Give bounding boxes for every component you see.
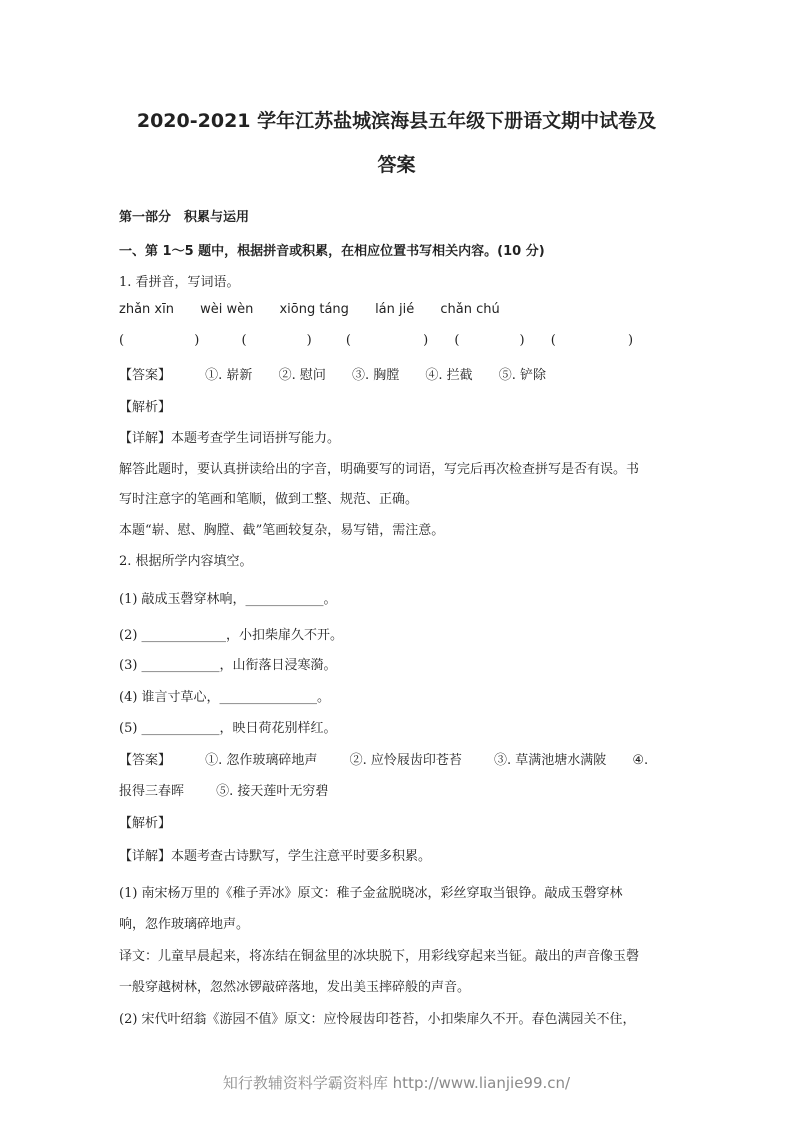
section-heading: 一、第 1～5 题中，根据拼音或积累，在相应位置书写相关内容。(10 分) bbox=[119, 244, 545, 259]
q2-para-3: (2) 宋代叶绍翁《游园不值》原文：应怜屐齿印苍苔，小扣柴扉久不开。春色满园关不住， bbox=[119, 1012, 636, 1027]
q1-answer-1: ①. 崭新 bbox=[205, 368, 253, 383]
q2-answer-4-num: ④. bbox=[632, 753, 649, 768]
q1-answer-3: ③. 胸膛 bbox=[351, 368, 400, 383]
blank-close-5: ) bbox=[627, 333, 634, 348]
blank-close-3: ) bbox=[423, 333, 429, 348]
q2-answer-2: ②. 应怜屐齿印苍苔 bbox=[349, 753, 462, 768]
q2-para-2b: 一般穿越树林，忽然冰锣敲碎落地，发出美玉摔碎般的声音。 bbox=[119, 980, 471, 995]
q1-stem: 1. 看拼音，写词语。 bbox=[119, 275, 240, 290]
q2-item-2: (2) _____________，小扣柴扉久不开。 bbox=[119, 628, 344, 643]
q1-pinyin-row bbox=[119, 302, 500, 317]
blank-open-3: ( bbox=[345, 333, 351, 348]
blank-open-5: ( bbox=[550, 333, 556, 348]
q2-answer-row bbox=[119, 749, 648, 768]
pinyin-4: lán jié bbox=[375, 302, 415, 317]
q2-item-5: (5) ____________，映日荷花别样红。 bbox=[119, 721, 337, 736]
blank-close-4: ) bbox=[519, 333, 525, 348]
q1-blank-row bbox=[119, 333, 633, 348]
q2-answer-5: ⑤. 接天莲叶无穷碧 bbox=[216, 784, 329, 799]
q1-answer-row bbox=[119, 364, 546, 383]
q2-answer-3: ③. 草满池塘水满陂 bbox=[493, 753, 607, 768]
title-line-2: 答案 bbox=[377, 154, 416, 176]
part-heading: 第一部分 积累与运用 bbox=[119, 210, 250, 225]
q1-para-1b: 写时注意字的笔画和笔顺，做到工整、规范、正确。 bbox=[119, 492, 419, 507]
q1-answer-4: ④. 拦截 bbox=[425, 368, 473, 383]
answer-tag: 【答案】 bbox=[119, 753, 172, 768]
q1-jiexi: 【解析】 bbox=[119, 400, 172, 415]
q2-item-1: (1) 敲成玉磬穿林响，____________。 bbox=[119, 592, 337, 607]
q2-stem: 2. 根据所学内容填空。 bbox=[119, 554, 253, 569]
answer-tag: 【答案】 bbox=[119, 368, 172, 383]
page-title bbox=[100, 99, 693, 187]
q2-para-2a: 译文：儿童早晨起来，将冻结在铜盆里的冰块脱下，用彩线穿起来当钲。敲出的声音像玉磬 bbox=[119, 949, 640, 964]
blank-open-2: ( bbox=[241, 333, 247, 348]
pinyin-2: wèi wèn bbox=[200, 302, 254, 317]
q2-para-1a: (1) 南宋杨万里的《稚子弄冰》原文：稚子金盆脱晓冰，彩丝穿取当银铮。敲成玉磬穿林 bbox=[119, 886, 623, 901]
blank-close-2: ) bbox=[306, 333, 312, 348]
blank-open-1: ( bbox=[119, 333, 125, 348]
pinyin-1: zhǎn xīn bbox=[119, 302, 174, 317]
q2-jiexi: 【解析】 bbox=[119, 816, 172, 831]
blank-close-1: ) bbox=[194, 333, 200, 348]
title-line-1: 2020-2021 学年江苏盐城滨海县五年级下册语文期中试卷及 bbox=[136, 110, 657, 132]
q1-para-2: 本题“崭、慰、胸膛、截”笔画较复杂，易写错，需注意。 bbox=[119, 523, 445, 538]
q1-answer-2: ②. 慰问 bbox=[278, 368, 326, 383]
q2-answer-row-2 bbox=[119, 780, 328, 799]
footer-watermark: 知行教辅资料学霸资料库 http://www.lianjie99.cn/ bbox=[222, 1074, 571, 1092]
q1-answer-5: ⑤. 铲除 bbox=[498, 368, 547, 383]
q2-para-1b: 响，忽作玻璃碎地声。 bbox=[119, 917, 250, 932]
pinyin-5: chǎn chú bbox=[440, 302, 500, 317]
q1-para-1a: 解答此题时，要认真拼读给出的字音，明确要写的词语，写完后再次检查拼写是否有误。书 bbox=[119, 462, 640, 477]
q2-item-4: (4) 谁言寸草心，_______________。 bbox=[119, 690, 331, 705]
q2-answer-4: 报得三春晖 bbox=[119, 784, 185, 799]
q2-item-3: (3) ____________，山衔落日浸寒漪。 bbox=[119, 658, 337, 673]
q2-answer-1: ①. 忽作玻璃碎地声 bbox=[205, 753, 318, 768]
q2-detail: 【详解】本题考查古诗默写，学生注意平时要多积累。 bbox=[119, 849, 432, 864]
blank-open-4: ( bbox=[454, 333, 460, 348]
q1-detail: 【详解】本题考查学生词语拼写能力。 bbox=[119, 431, 341, 446]
pinyin-3: xiōng táng bbox=[279, 302, 349, 317]
